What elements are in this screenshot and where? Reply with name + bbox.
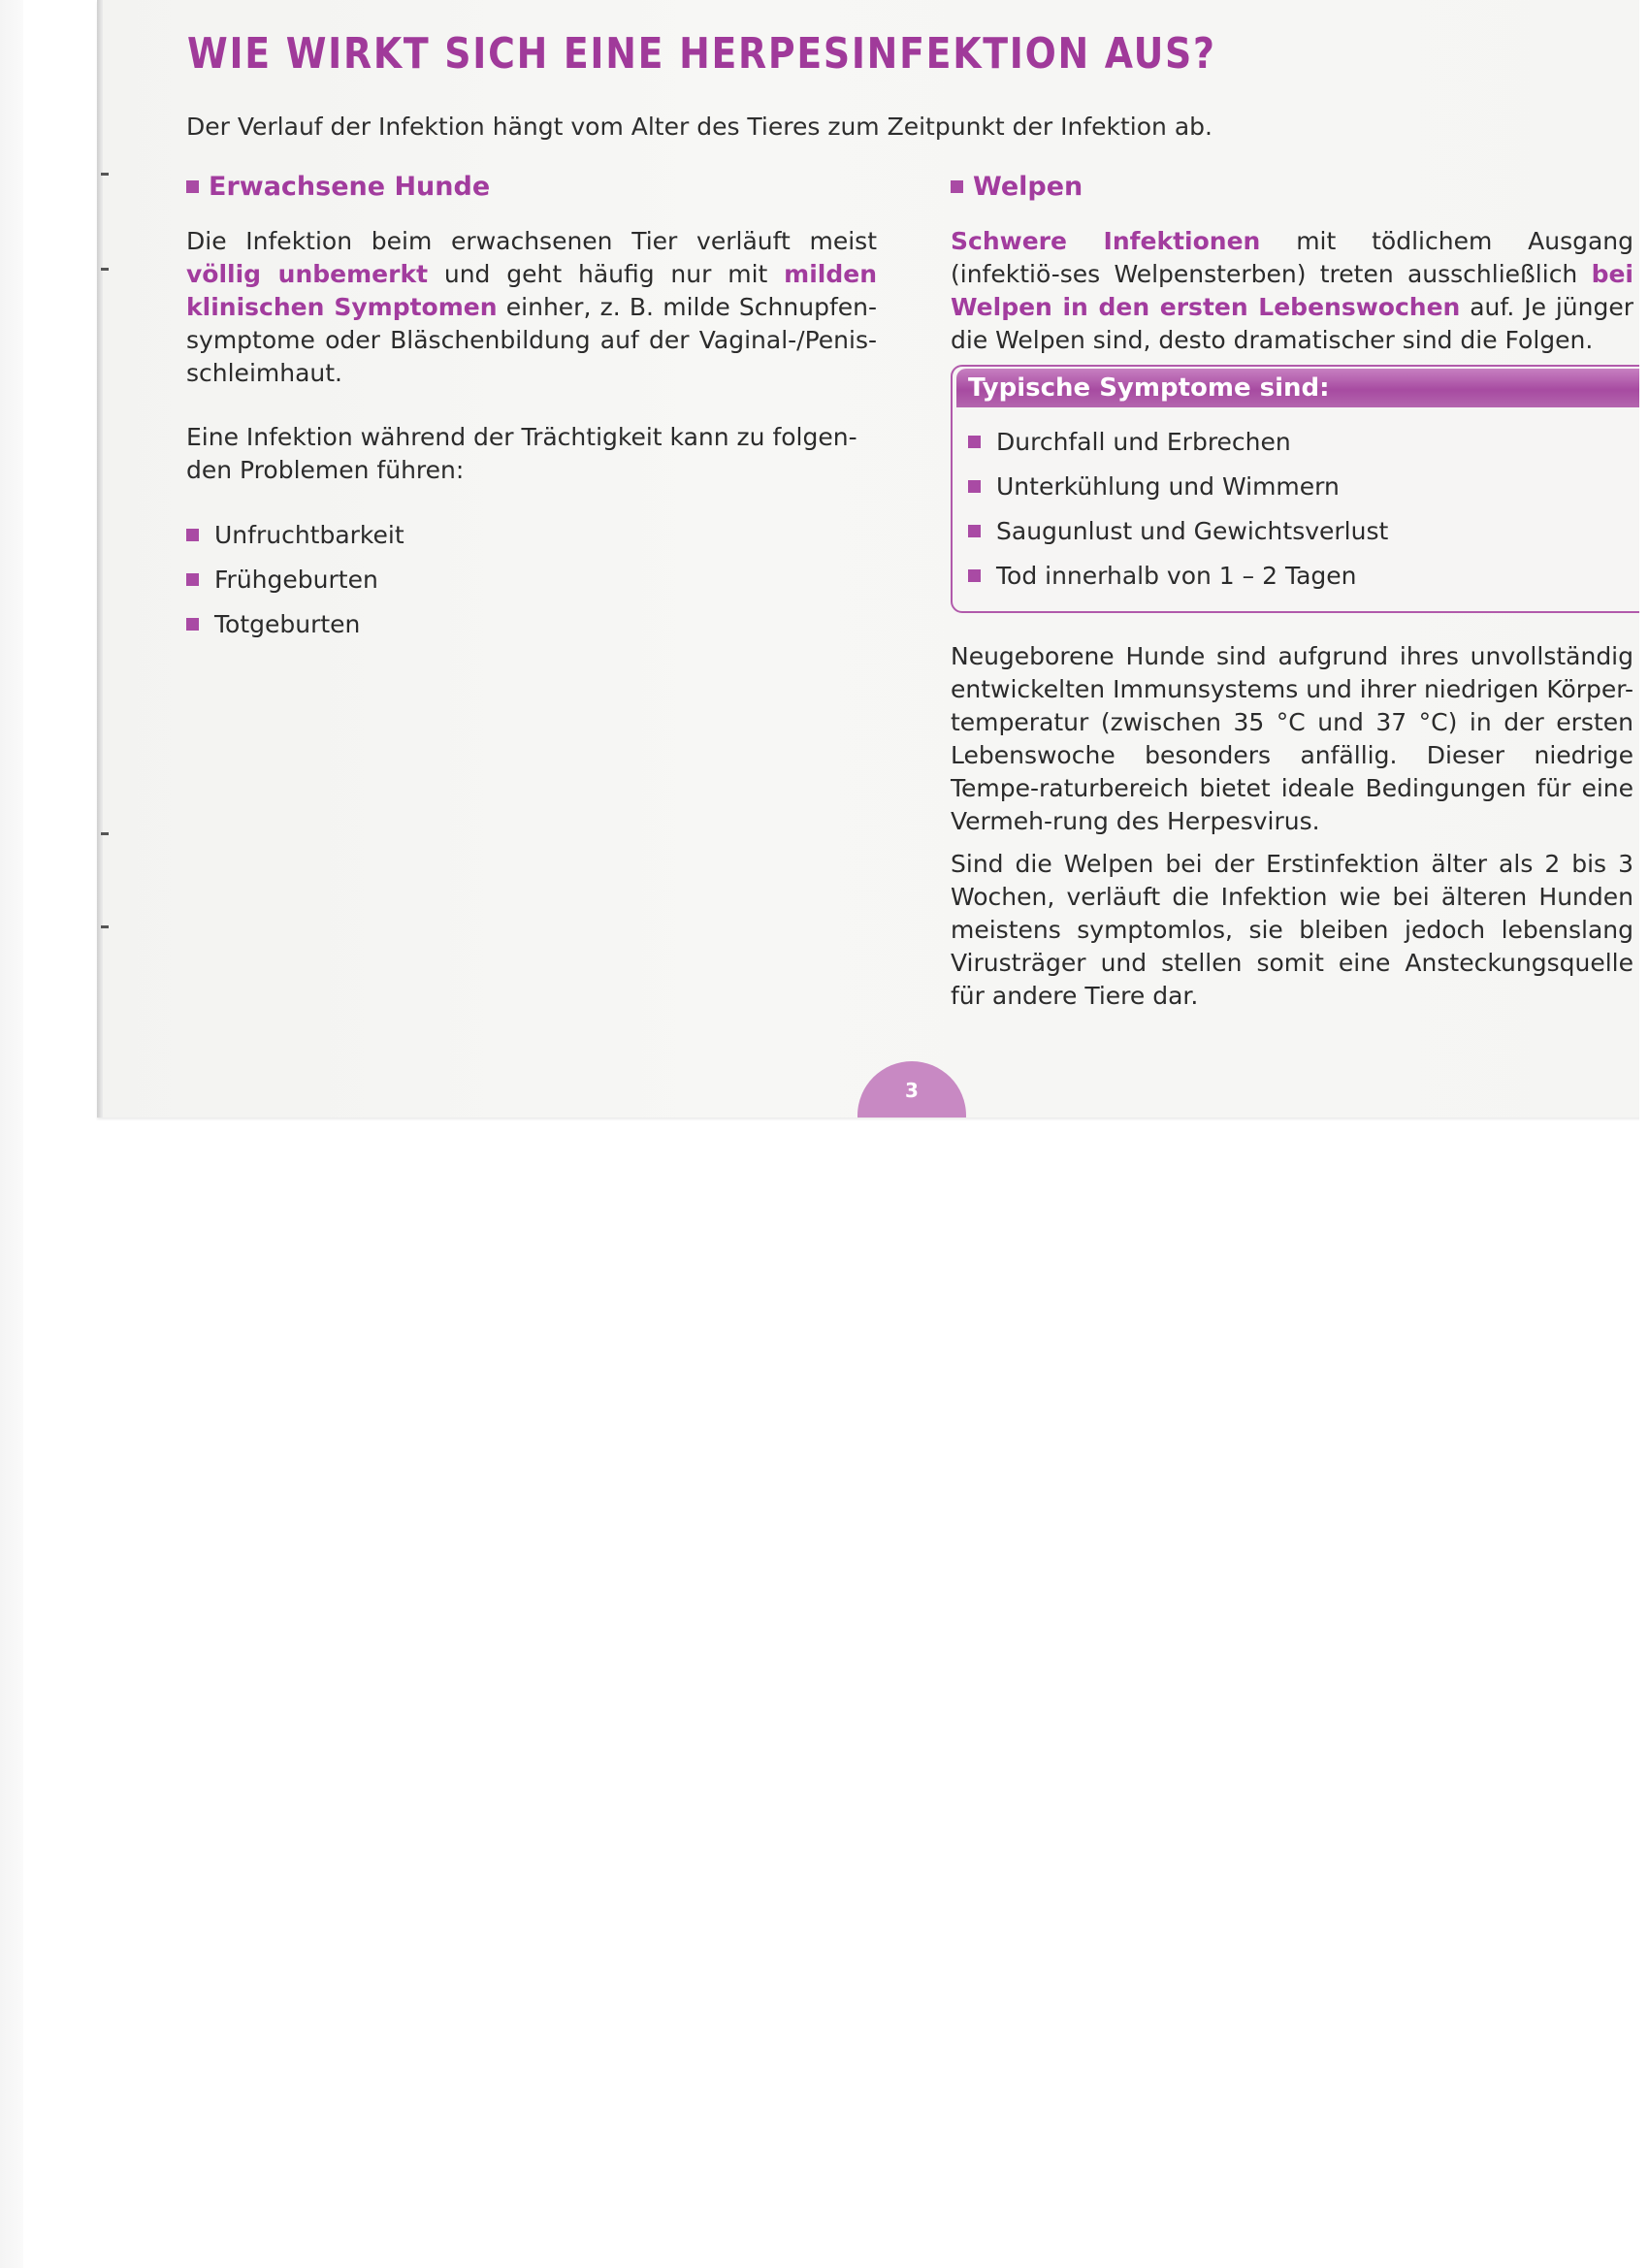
text-run: Die Infektion beim erwachsenen Tier verläuft meist	[186, 227, 877, 255]
square-bullet-icon	[951, 180, 963, 193]
square-bullet-icon	[186, 573, 199, 586]
square-bullet-icon	[186, 180, 199, 193]
section-heading-puppies	[951, 167, 1649, 206]
symptoms-box-title: Typische Symptome sind:	[956, 369, 1649, 407]
square-bullet-icon	[968, 436, 981, 448]
scan-edge	[1639, 0, 1649, 2268]
list-item	[968, 464, 1388, 508]
text-run: mit tödlichem Ausgang (infektiö-ses Welpensterben) treten ausschließlich	[951, 227, 1634, 288]
list-item-label: Totgeburten	[214, 609, 361, 638]
binding-mark	[101, 832, 109, 835]
square-bullet-icon	[968, 569, 981, 582]
binding-mark	[101, 925, 109, 928]
square-bullet-icon	[968, 525, 981, 537]
list-item	[186, 512, 877, 557]
list-item-label: Durchfall und Erbrechen	[996, 427, 1291, 456]
text-run: und geht häufig nur mit	[428, 260, 785, 288]
list-item	[968, 553, 1388, 598]
older-puppies-paragraph: Sind die Welpen bei der Erstinfektion älter als 2 bis 3 Wochen, verläuft die Infektion wie bei älteren Hunden meistens symptomlos, sie bleiben jedoch lebenslang Virusträger und stellen somit eine Ansteckungsquelle für andere Tiere dar.	[951, 850, 1633, 1010]
square-bullet-icon	[968, 480, 981, 493]
text-run: auf. Je jünger die Welpen sind, desto dramatischer sind die Folgen.	[951, 293, 1633, 354]
page-number-badge	[857, 1061, 966, 1118]
highlight-text: Schwere Infektionen	[951, 227, 1261, 255]
highlight-text: milden klinischen Symptomen	[186, 260, 877, 321]
binding-mark	[101, 173, 109, 176]
list-item	[186, 557, 877, 601]
list-item-label: Tod innerhalb von 1 – 2 Tagen	[996, 561, 1357, 590]
square-bullet-icon	[186, 618, 199, 631]
highlight-text: völlig unbemerkt	[186, 260, 429, 288]
symptoms-list	[968, 419, 1388, 598]
page-title: WIE WIRKT SICH EINE HERPESINFEKTION AUS?	[187, 29, 1216, 79]
pregnancy-paragraph: Eine Infektion während der Trächtigkeit kann zu folgen-den Problemen führen:	[186, 423, 857, 484]
newborn-paragraph: Neugeborene Hunde sind aufgrund ihres unvollständig entwickelten Immunsystems und ihrer niedrigen Körper-temperatur (zwischen 35 °C und 37 °C) in der ersten Lebenswoche besonders anfällig. Dieser niedrige Tempe-raturbereich bietet ideale Bedingungen für eine Vermeh-rung des Herpesvirus.	[951, 642, 1633, 835]
pregnancy-problems-list	[186, 512, 877, 646]
list-item	[968, 419, 1388, 464]
list-item-label: Unfruchtbarkeit	[214, 520, 404, 549]
right-column	[951, 167, 1649, 357]
scan-edge	[0, 0, 23, 2268]
list-item	[186, 601, 877, 646]
list-item-label: Frühgeburten	[214, 565, 378, 594]
adults-paragraph	[186, 225, 877, 390]
heading-label: Welpen	[973, 171, 1083, 202]
square-bullet-icon	[186, 529, 199, 541]
section-heading-adults	[186, 167, 877, 206]
heading-label: Erwachsene Hunde	[209, 171, 491, 202]
text-run: einher, z. B. milde Schnupfen-symptome oder Bläschenbildung auf der Vaginal-/Penis-schleimhaut.	[186, 293, 877, 387]
binding-mark	[101, 268, 109, 271]
left-column	[186, 167, 877, 646]
puppies-paragraph	[951, 225, 1633, 357]
symptoms-box	[951, 365, 1649, 613]
list-item	[968, 508, 1388, 553]
highlight-text: bei Welpen in den ersten Lebenswochen	[951, 260, 1633, 321]
list-item-label: Saugunlust und Gewichtsverlust	[996, 516, 1389, 545]
page-number: 3	[857, 1061, 966, 1118]
list-item-label: Unterkühlung und Wimmern	[996, 471, 1340, 501]
intro-text: Der Verlauf der Infektion hängt vom Alter des Tieres zum Zeitpunkt der Infektion ab.	[186, 113, 1212, 141]
